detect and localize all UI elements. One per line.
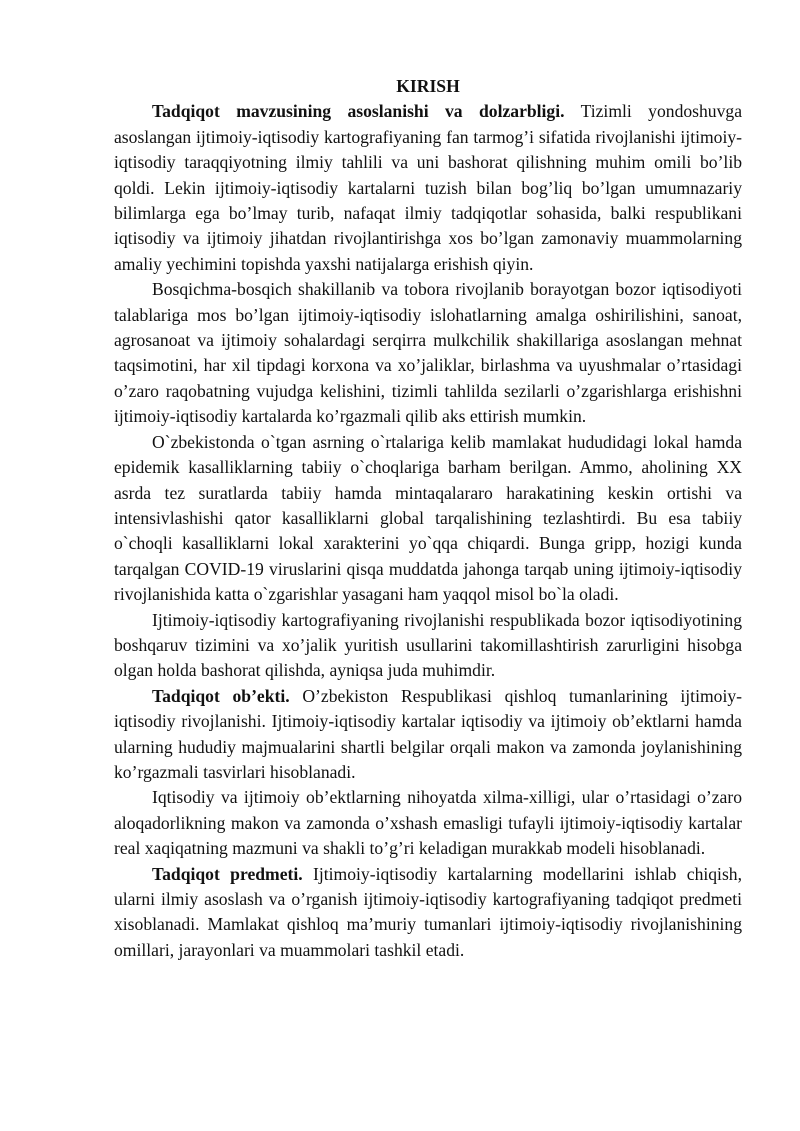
paragraph-lead: Tadqiqot predmeti. <box>152 863 303 884</box>
paragraph-research-object <box>114 684 742 786</box>
paragraph-text: Ijtimoiy-iqtisodiy kartografiyaning rivojlanishi respublikada bozor iqtisodiyotining boshqaruv tizimini va xo’jalik yuritish usullarini takomillashtirish zarurligini hisobga olgan holda bashorat qilishda, ayniqsa juda muhimdir. <box>114 609 742 681</box>
paragraph-objects-diversity <box>114 785 742 861</box>
paragraph-market-economy <box>114 277 742 429</box>
paragraph-lead: Tadqiqot ob’ekti. <box>152 685 290 706</box>
paragraph-relevance <box>114 99 742 277</box>
paragraph-text: Iqtisodiy va ijtimoiy ob’ektlarning nihoyatda xilma-xilligi, ular o’rtasidagi o’zaro aloqadorlikning makon va zamonda o’xshash emasligi tufayli ijtimoiy-iqtisodiy kartalar real xaqiqatning mazmuni va shakli to’g’ri keladigan murakkab modeli hisoblanadi. <box>114 787 742 859</box>
page-title: KIRISH <box>396 76 460 96</box>
paragraph-text: Ijtimoiy-iqtisodiy kartalarning modellarini ishlab chiqish, ularni ilmiy asoslash va o’rganish ijtimoiy-iqtisodiy kartografiyaning tadqiqot predmeti xisoblanadi. Mamlakat qishloq ma’muriy tumanlari ijtimoiy-iqtisodiy rivojlanishining omillari, jarayonlari va muammolari tashkil etadi. <box>114 863 742 960</box>
paragraph-lead: Tadqiqot mavzusining asoslanishi va dolzarbligi. <box>152 101 565 122</box>
paragraph-text: O’zbekiston Respublikasi qishloq tumanlarining ijtimoiy-iqtisodiy rivojlanishi. Ijtimoiy-iqtisodiy kartalar iqtisodiy va ijtimoiy ob’ektlarni hamda ularning hududiy majmualarini shartli belgilar orqali makon va zamonda joylanishining ko’rgazmali tasvirlari hisoblanadi. <box>114 685 742 782</box>
paragraph-cartography-development <box>114 608 742 684</box>
paragraph-research-subject <box>114 862 742 964</box>
paragraph-epidemics <box>114 430 742 608</box>
paragraph-text: O`zbekistonda o`tgan asrning o`rtalariga kelib mamlakat hududidagi lokal hamda epidemik kasalliklarning tabiiy o`choqlariga barham berilgan. Ammo, aholining XX asrda tez suratlarda tabiiy hamda mintaqalararo harakatining keskin ortishi va intensivlashishi qator kasalliklarni global tarqalishining tezlashtirdi. Bu esa tabiiy o`choqli kasalliklarni lokal xarakterini yo`qqa chiqardi. Bunga gripp, hozigi kunda tarqalgan COVID-19 viruslarini qisqa muddatda jahonga tarqab uning ijtimoiy-iqtisodiy rivojlanishida katta o`zgarishlar yasagani ham yaqqol misol bo`la oladi. <box>114 431 742 605</box>
paragraph-text: Bosqichma-bosqich shakillanib va tobora rivojlanib borayotgan bozor iqtisodiyoti talablariga mos bo’lgan ijtimoiy-iqtisodiy islohatlarning amalga oshirilishini, sanoat, agrosanoat va ijtimoiy sohalardagi serqirra mulkchilik shakillariga asoslangan mehnat taqsimotini, har xil tipdagi korxona va xo’jaliklar, birlashma va uyushmalar o’rtasidagi o’zaro raqobatning vujudga kelishini, tizimli tahlilda sezilarli o’zgarishlarga erishishni ijtimoiy-iqtisodiy kartalarda ko’rgazmali qilib aks ettirish mumkin. <box>114 279 742 427</box>
paragraph-text: Tizimli yondoshuvga asoslangan ijtimoiy-iqtisodiy kartografiyaning fan tarmog’i sifatida rivojlanishi ijtimoiy-iqtisodiy taraqqiyotning ilmiy tahlili va uni bashorat qilishning muhim omili bo’lib qoldi. Lekin ijtimoiy-iqtisodiy kartalarni tuzish bilan bog’liq bo’lgan umumnazariy bilimlarga ega bo’lmay turib, nafaqat ilmiy tadqiqotlar sohasida, balki respublikani iqtisodiy va ijtimoiy jihatdan rivojlantirishga xos bo’lgan zamonaviy muammolarning amaliy yechimini topishda yaxshi natijalarga erishish qiyin. <box>114 101 743 274</box>
